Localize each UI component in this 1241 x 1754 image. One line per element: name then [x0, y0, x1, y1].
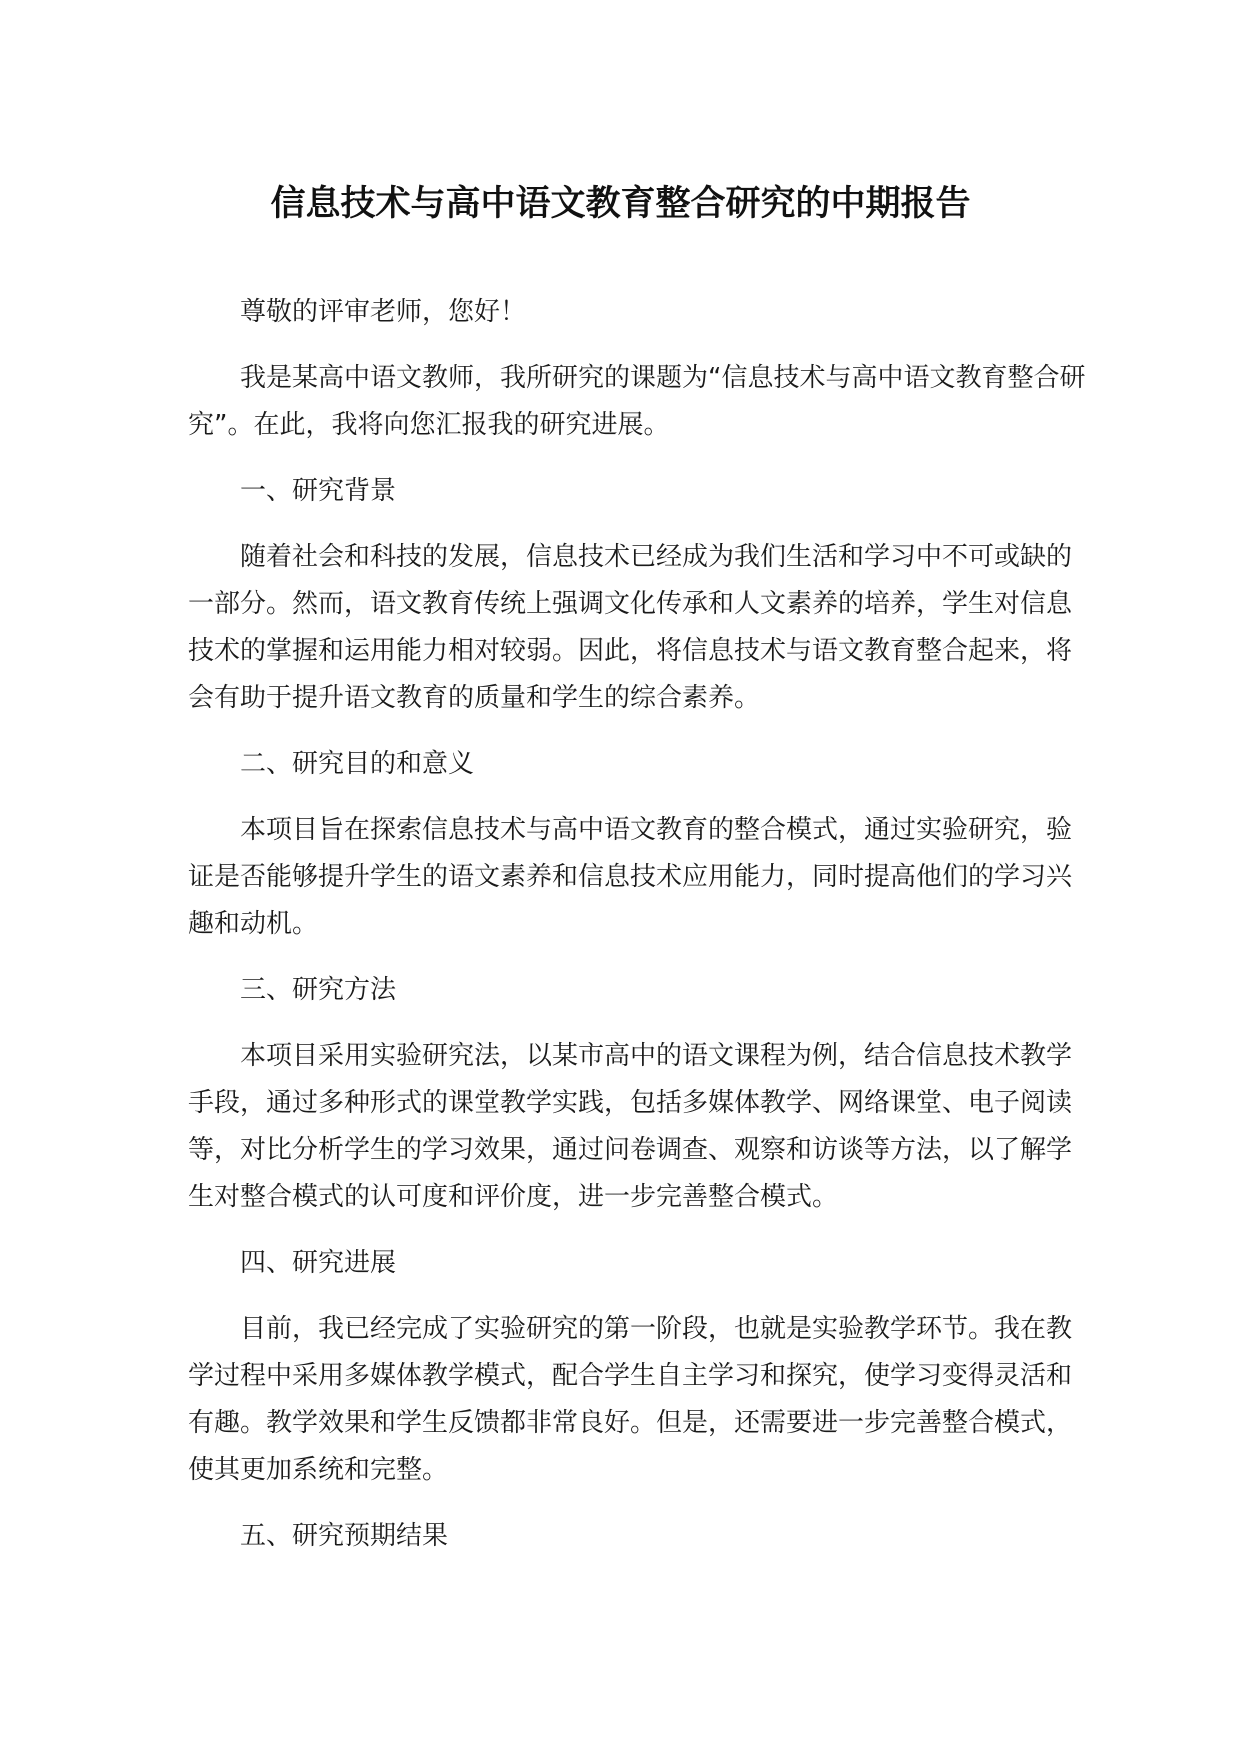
- greeting-paragraph: 尊敬的评审老师，您好！: [240, 297, 527, 327]
- section-heading-background: 一、研究背景: [240, 476, 397, 506]
- section-heading-method: 三、研究方法: [240, 975, 397, 1005]
- background-paragraph: 随着社会和科技的发展，信息技术已经成为我们生活和学习中不可或缺的一部分。然而，语文教育传统上强调文化传承和人文素养的培养，学生对信息技术的掌握和运用能力相对较弱。因此，将信息技术与语文教育整合起来，将会有助于提升语文教育的质量和学生的综合素养。: [188, 542, 1073, 713]
- method-paragraph: 本项目采用实验研究法，以某市高中的语文课程为例，结合信息技术教学手段，通过多种形式的课堂教学实践，包括多媒体教学、网络课堂、电子阅读等，对比分析学生的学习效果，通过问卷调查、观察和访谈等方法，以了解学生对整合模式的认可度和评价度，进一步完善整合模式。: [188, 1041, 1073, 1212]
- section-heading-purpose: 二、研究目的和意义: [240, 749, 475, 779]
- document-body: [188, 289, 1088, 1579]
- progress-paragraph: 目前，我已经完成了实验研究的第一阶段，也就是实验教学环节。我在教学过程中采用多媒体教学模式，配合学生自主学习和探究，使学习变得灵活和有趣。教学效果和学生反馈都非常良好。但是，还需要进一步完善整合模式，使其更加系统和完整。: [188, 1314, 1073, 1485]
- section-heading-progress: 四、研究进展: [240, 1248, 397, 1278]
- purpose-paragraph: 本项目旨在探索信息技术与高中语文教育的整合模式，通过实验研究，验证是否能够提升学生的语文素养和信息技术应用能力，同时提高他们的学习兴趣和动机。: [188, 815, 1073, 939]
- section-heading-expected-results: 五、研究预期结果: [240, 1521, 449, 1551]
- intro-paragraph: 我是某高中语文教师，我所研究的课题为“信息技术与高中语文教育整合研究”。在此，我将向您汇报我的研究进展。: [188, 363, 1086, 440]
- document-title: 信息技术与高中语文教育整合研究的中期报告: [270, 184, 971, 224]
